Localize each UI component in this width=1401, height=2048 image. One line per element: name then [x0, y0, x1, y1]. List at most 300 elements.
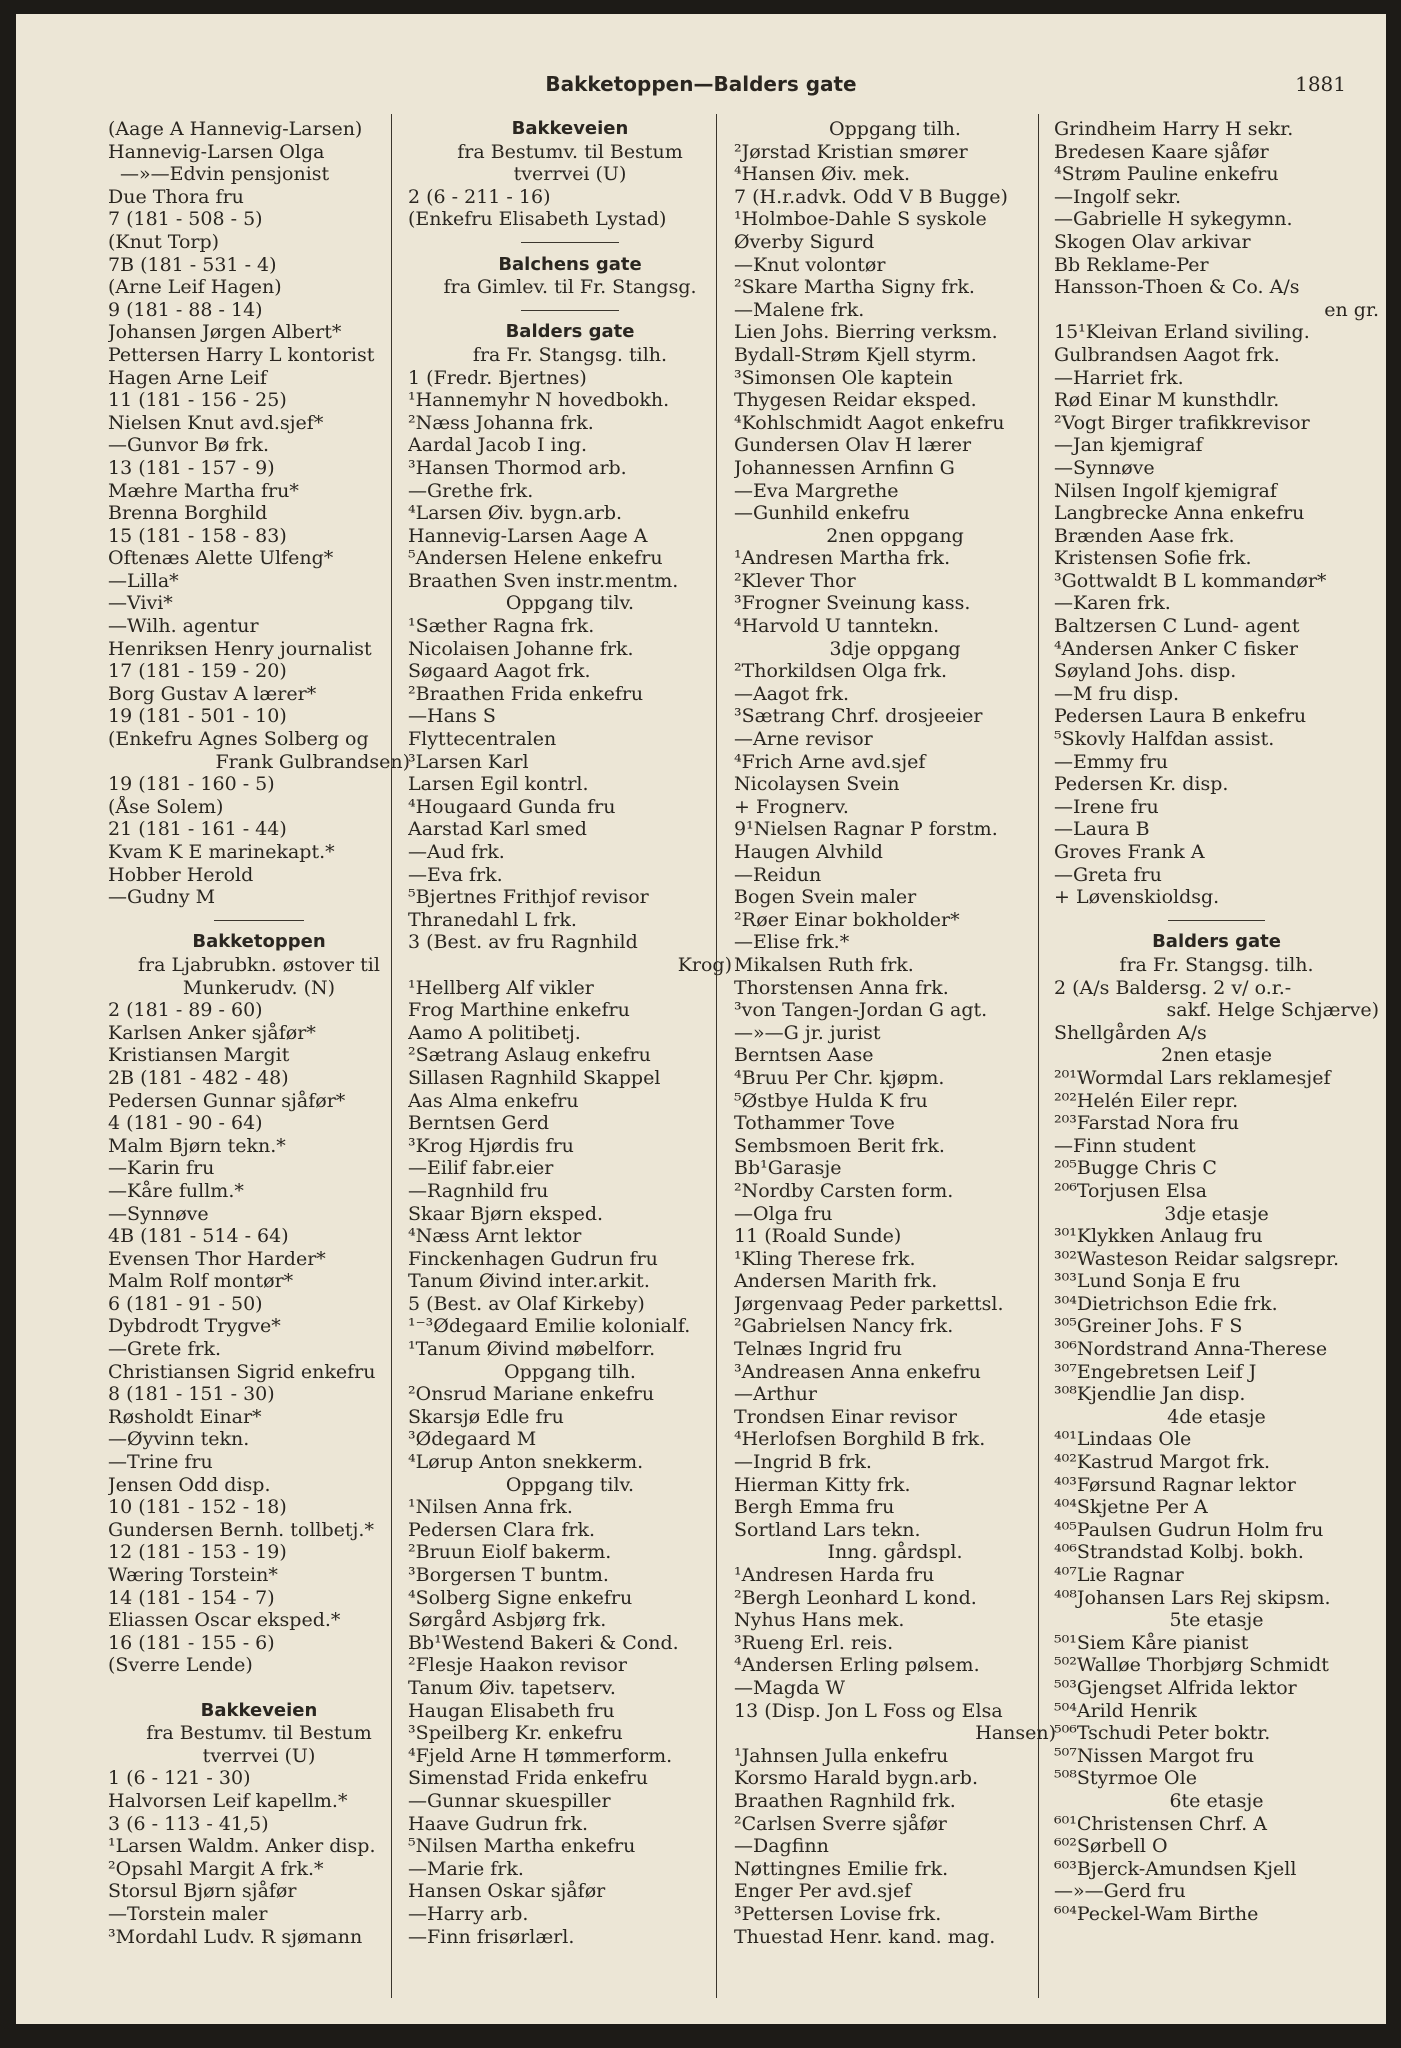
directory-entry: —Eva Margrethe	[734, 479, 899, 502]
directory-entry: (Arne Leif Hagen)	[108, 276, 282, 299]
directory-entry: Oftenæs Alette Ulfeng*	[108, 547, 334, 570]
directory-column-1	[108, 118, 410, 1948]
directory-entry: 5 (Best. av Olaf Kirkeby)	[408, 1292, 645, 1315]
directory-entry: ¹Tanum Øivind møbelforr.	[408, 1338, 656, 1361]
page-number: 1881	[1295, 72, 1346, 96]
section-note: fra Bestumv. til Bestum	[146, 1722, 372, 1745]
directory-entry: Grindheim Harry H sekr.	[1054, 118, 1294, 140]
directory-entry: —Arthur	[734, 1383, 817, 1406]
directory-entry: ²Bruun Eiolf bakerm.	[408, 1541, 612, 1564]
directory-entry: 7 (H.r.advk. Odd V B Bugge)	[734, 185, 1008, 208]
directory-column-3	[734, 118, 1056, 1948]
directory-entry: Sembsmoen Berit frk.	[734, 1134, 945, 1157]
directory-entry: Hannevig-Larsen Olga	[108, 140, 325, 163]
directory-entry: Gulbrandsen Aagot frk.	[1054, 343, 1280, 366]
directory-entry: Christiansen Sigrid enkefru	[108, 1360, 376, 1383]
section-separator	[1054, 909, 1379, 932]
section-note: Oppgang tilh.	[504, 1360, 636, 1383]
section-note: Inng. gårdspl.	[827, 1541, 963, 1564]
directory-entry: ³Ødegaard M	[408, 1428, 537, 1451]
directory-entry: Groves Frank A	[1054, 841, 1205, 863]
directory-entry: 1 (Fredr. Bjertnes)	[408, 366, 587, 389]
directory-entry: Borg Gustav A lærer*	[108, 682, 317, 705]
directory-entry: —Hans S	[408, 705, 496, 728]
directory-entry: ³von Tangen-Jordan G agt.	[734, 999, 988, 1022]
directory-entry: —M fru disp.	[1054, 682, 1180, 705]
section-note: 6te etasje	[1169, 1789, 1264, 1812]
directory-entry: Bb Reklame-Per	[1054, 253, 1209, 276]
directory-entry: Aamo A politibetj.	[408, 1021, 581, 1044]
directory-entry: Thygesen Reidar eksped.	[734, 389, 977, 412]
directory-entry: Haugen Alvhild	[734, 841, 883, 863]
directory-entry: Nyhus Hans mek.	[734, 1609, 905, 1632]
directory-column-4	[1054, 118, 1379, 1926]
directory-entry: —Jan kjemigraf	[1054, 434, 1203, 457]
directory-entry: Thuestad Henr. kand. mag.	[734, 1925, 996, 1948]
directory-entry: Tothammer Tove	[734, 1112, 895, 1135]
directory-entry: ²Thorkildsen Olga frk.	[734, 660, 947, 683]
directory-entry: 4 (181 - 90 - 64)	[108, 1112, 263, 1135]
directory-entry: —Dagfinn	[734, 1835, 829, 1858]
directory-entry: —Greta fru	[1054, 863, 1162, 886]
street-heading: Balchens gate	[498, 253, 642, 275]
directory-entry: —Kåre fullm.*	[108, 1179, 244, 1202]
directory-entry: Flyttecentralen	[408, 728, 557, 751]
directory-entry: —Eva frk.	[408, 863, 503, 886]
section-note: tverrvei (U)	[202, 1744, 316, 1767]
directory-entry: ³⁰⁵Greiner Johs. F S	[1054, 1315, 1243, 1338]
directory-entry: Telnæs Ingrid fru	[734, 1338, 903, 1361]
directory-entry: Pedersen Clara frk.	[408, 1518, 595, 1541]
directory-entry: ²⁰²Helén Eiler repr.	[1054, 1089, 1239, 1112]
directory-entry: 2 (6 - 211 - 16)	[408, 185, 551, 208]
street-heading: Bakkeveien	[200, 1699, 318, 1721]
directory-entry: ³Larsen Karl	[408, 750, 529, 773]
directory-entry: ³Mordahl Ludv. R sjømann	[108, 1925, 363, 1948]
directory-entry: ²⁰³Farstad Nora fru	[1054, 1112, 1239, 1135]
directory-entry: —»—Gerd fru	[1054, 1880, 1186, 1903]
directory-entry: Røsholdt Einar*	[108, 1405, 262, 1428]
directory-entry: Pedersen Laura B enkefru	[1054, 705, 1307, 728]
directory-entry: —Reidun	[734, 863, 822, 886]
directory-entry: Baltzersen C Lund- agent	[1054, 615, 1300, 638]
directory-entry: ²Vogt Birger trafikkrevisor	[1054, 411, 1310, 434]
directory-entry: Tanum Øivind inter.arkit.	[408, 1270, 650, 1293]
directory-entry: ⁴⁰²Kastrud Margot frk.	[1054, 1451, 1271, 1474]
directory-entry: Due Thora fru	[108, 185, 244, 208]
directory-entry: Krog)	[677, 953, 732, 976]
directory-entry: ²Onsrud Mariane enkefru	[408, 1383, 655, 1406]
directory-entry: —Torstein maler	[108, 1902, 268, 1925]
directory-entry: ³Rueng Erl. reis.	[734, 1631, 894, 1654]
directory-entry: ⁵⁰⁴Arild Henrik	[1054, 1699, 1197, 1722]
directory-entry: ⁴Andersen Erling pølsem.	[734, 1654, 980, 1677]
directory-entry: ³Pettersen Lovise frk.	[734, 1902, 942, 1925]
directory-entry: ⁴Strøm Pauline enkefru	[1054, 163, 1279, 186]
directory-entry: 15 (181 - 158 - 83)	[108, 524, 287, 547]
directory-entry: 21 (181 - 161 - 44)	[108, 818, 287, 841]
directory-entry: Halvorsen Leif kapellm.*	[108, 1789, 348, 1812]
directory-entry: ³⁰⁶Nordstrand Anna-Therese	[1054, 1338, 1328, 1361]
section-note: 2nen oppgang	[826, 524, 964, 547]
directory-entry: en gr.	[1324, 298, 1379, 321]
directory-entry: ¹⁻³Ødegaard Emilie kolonialf.	[408, 1315, 691, 1338]
directory-entry: —Lilla*	[108, 569, 179, 592]
section-note: fra Bestumv. til Bestum	[457, 140, 683, 163]
directory-entry: Frank Gulbrandsen)	[215, 750, 410, 773]
directory-entry: ³Andreasen Anna enkefru	[734, 1360, 981, 1383]
directory-entry: Hagen Arne Leif	[108, 366, 267, 389]
directory-entry: 9 (181 - 88 - 14)	[108, 298, 263, 321]
directory-entry: 13 (181 - 157 - 9)	[108, 456, 275, 479]
directory-entry: Simenstad Frida enkefru	[408, 1767, 648, 1790]
directory-entry: ²Røer Einar bokholder*	[734, 908, 960, 931]
directory-entry: ⁴⁰⁷Lie Ragnar	[1054, 1564, 1184, 1586]
directory-entry: ⁴Hougaard Gunda fru	[408, 795, 616, 818]
directory-column-2	[408, 118, 732, 1948]
directory-entry: ¹Hannemyhr N hovedbokh.	[408, 389, 670, 412]
directory-entry: Jørgenvaag Peder parkettsl.	[734, 1292, 1004, 1315]
directory-entry: ⁶⁰¹Christensen Chrf. A	[1054, 1812, 1267, 1835]
section-note: fra Fr. Stangsg. tilh.	[472, 343, 668, 366]
directory-entry: 6 (181 - 91 - 50)	[108, 1292, 263, 1315]
directory-entry: ¹Sæther Ragna frk.	[408, 615, 595, 638]
directory-entry: ¹Kling Therese frk.	[734, 1247, 916, 1270]
directory-entry: ³⁰⁴Dietrichson Edie frk.	[1054, 1292, 1278, 1315]
section-note: 2nen etasje	[1161, 1044, 1272, 1067]
directory-entry: 19 (181 - 160 - 5)	[108, 773, 275, 796]
directory-entry: Haugan Elisabeth fru	[408, 1699, 615, 1722]
directory-entry: ⁵⁰²Walløe Thorbjørg Schmidt	[1054, 1654, 1329, 1677]
directory-entry: —Elise frk.*	[734, 931, 850, 954]
directory-entry: —Ingrid B frk.	[734, 1451, 872, 1474]
directory-entry: —Karen frk.	[1054, 592, 1171, 615]
directory-entry: Malm Bjørn tekn.*	[108, 1134, 286, 1157]
directory-entry: ¹Larsen Waldm. Anker disp.	[108, 1835, 376, 1858]
directory-entry: 2B (181 - 482 - 48)	[108, 1066, 289, 1089]
directory-entry: Aas Alma enkefru	[408, 1089, 579, 1112]
directory-entry: ²Skare Martha Signy frk.	[734, 276, 975, 299]
street-heading: Bakketoppen	[192, 931, 326, 953]
section-note: fra Gimlev. til Fr. Stangsg.	[443, 276, 697, 299]
directory-entry: ¹Holmboe-Dahle S syskole	[734, 208, 987, 231]
section-note: 3dje etasje	[1164, 1202, 1269, 1225]
directory-entry: Jensen Odd disp.	[108, 1473, 271, 1496]
directory-entry: —Gunhild enkefru	[734, 502, 910, 525]
directory-entry: Bydall-Strøm Kjell styrm.	[734, 343, 977, 366]
section-separator	[108, 909, 410, 932]
section-note: fra Fr. Stangsg. tilh.	[1119, 953, 1314, 976]
directory-entry: —Knut volontør	[734, 253, 886, 276]
directory-entry: ³Frogner Sveinung kass.	[734, 592, 971, 615]
directory-entry: Kristiansen Margit	[108, 1044, 290, 1067]
directory-entry: 2 (A/s Baldersg. 2 v/ o.r.-	[1054, 976, 1292, 999]
directory-entry: Lien Johs. Bierring verksm.	[734, 321, 998, 344]
directory-entry: ⁵Skovly Halfdan assist.	[1054, 728, 1275, 751]
section-note: 4de etasje	[1167, 1405, 1266, 1428]
directory-entry: Gundersen Bernh. tollbetj.*	[108, 1518, 374, 1541]
directory-entry: Braathen Ragnhild frk.	[734, 1789, 956, 1812]
directory-entry: —Wilh. agentur	[108, 615, 259, 638]
directory-entry: ²Opsahl Margit A frk.*	[108, 1857, 324, 1880]
directory-entry: Mæhre Martha fru*	[108, 479, 299, 502]
directory-entry: Hannevig-Larsen Aage A	[408, 524, 648, 547]
directory-entry: ⁴⁰⁶Strandstad Kolbj. bokh.	[1054, 1541, 1304, 1564]
directory-entry: —»—Edvin pensjonist	[120, 163, 330, 186]
directory-entry: ²⁰⁶Torjusen Elsa	[1054, 1179, 1207, 1202]
directory-entry: Langbrecke Anna enkefru	[1054, 502, 1305, 525]
directory-entry: Hansen)	[975, 1722, 1056, 1745]
directory-entry: Storsul Bjørn sjåfør	[108, 1880, 297, 1903]
directory-entry: ⁴⁰¹Lindaas Ole	[1054, 1428, 1192, 1451]
directory-entry: Rød Einar M kunsthdlr.	[1054, 389, 1280, 412]
directory-entry: Nicolaysen Svein	[734, 773, 900, 796]
directory-entry: Johannessen Arnfinn G	[734, 456, 955, 479]
directory-entry: ⁴Solberg Signe enkefru	[408, 1586, 633, 1609]
directory-entry: ³⁰⁸Kjendlie Jan disp.	[1054, 1383, 1246, 1406]
directory-entry: ⁴Harvold U tanntekn.	[734, 615, 940, 638]
directory-entry: ²Gabrielsen Nancy frk.	[734, 1315, 954, 1338]
directory-entry: 11 (Roald Sunde)	[734, 1225, 902, 1248]
directory-entry: ⁶⁰²Sørbell O	[1054, 1835, 1168, 1858]
directory-entry: ³Simonsen Ole kaptein	[734, 366, 953, 389]
directory-entry: ⁶⁰⁴Peckel-Wam Birthe	[1054, 1902, 1259, 1925]
section-note: 5te etasje	[1169, 1609, 1264, 1632]
directory-entry: —Emmy fru	[1054, 750, 1169, 773]
directory-entry: Sørgård Asbjørg frk.	[408, 1609, 607, 1632]
directory-entry: ⁴Larsen Øiv. bygn.arb.	[408, 502, 623, 525]
directory-entry: Bogen Svein maler	[734, 886, 917, 909]
directory-entry: 12 (181 - 153 - 19)	[108, 1541, 287, 1564]
directory-entry: Hobber Herold	[108, 863, 254, 886]
section-separator	[408, 231, 732, 254]
directory-entry: Malm Rolf montør*	[108, 1270, 294, 1293]
directory-entry: Skaar Bjørn eksped.	[408, 1202, 604, 1225]
directory-entry: ⁶⁰³Bjerck-Amundsen Kjell	[1054, 1857, 1297, 1880]
directory-entry: ²Braathen Frida enkefru	[408, 682, 644, 705]
directory-entry: ⁵Andersen Helene enkefru	[408, 547, 663, 570]
directory-entry: Hierman Kitty frk.	[734, 1473, 911, 1496]
section-separator	[408, 299, 732, 322]
directory-entry: ⁴Bruu Per Chr. kjøpm.	[734, 1066, 945, 1089]
directory-entry: —Grete frk.	[108, 1338, 222, 1361]
directory-entry: Bergh Emma fru	[734, 1496, 895, 1519]
directory-entry: Trondsen Einar revisor	[734, 1405, 957, 1428]
directory-entry: ⁴Kohlschmidt Aagot enkefru	[734, 411, 1005, 434]
directory-entry: + Løvenskioldsg.	[1054, 886, 1220, 909]
directory-entry: ³⁰³Lund Sonja E fru	[1054, 1270, 1241, 1293]
directory-entry: ⁵⁰⁷Nissen Margot fru	[1054, 1744, 1255, 1767]
directory-entry: —Gudny M	[108, 886, 216, 909]
directory-entry: ³Gottwaldt B L kommandør*	[1054, 569, 1327, 592]
directory-entry: 10 (181 - 152 - 18)	[108, 1496, 287, 1519]
directory-entry: 17 (181 - 159 - 20)	[108, 660, 287, 683]
directory-entry: —Ragnhild fru	[408, 1179, 549, 1202]
directory-entry: Eliassen Oscar eksped.*	[108, 1609, 341, 1632]
directory-entry: Frog Marthine enkefru	[408, 999, 630, 1022]
directory-entry: —Øyvinn tekn.	[108, 1428, 250, 1451]
directory-entry: ¹Nilsen Anna frk.	[408, 1496, 573, 1519]
directory-entry: Dybdrodt Trygve*	[108, 1315, 281, 1338]
directory-entry: ²Klever Thor	[734, 569, 856, 592]
directory-entry: ⁴Fjeld Arne H tømmerform.	[408, 1744, 673, 1767]
directory-entry: Nilsen Ingolf kjemigraf	[1054, 479, 1277, 502]
directory-entry: 14 (181 - 154 - 7)	[108, 1586, 275, 1609]
directory-entry: ²Jørstad Kristian smører	[734, 140, 968, 163]
street-heading: Balders gate	[505, 321, 635, 343]
directory-entry: 2 (181 - 89 - 60)	[108, 999, 263, 1022]
directory-entry: Gundersen Olav H lærer	[734, 434, 972, 457]
directory-entry: ⁴⁰⁵Paulsen Gudrun Holm fru	[1054, 1518, 1324, 1541]
directory-entry: ³Sætrang Chrf. drosjeeier	[734, 705, 983, 728]
directory-entry: ⁵⁰⁶Tschudi Peter boktr.	[1054, 1722, 1271, 1745]
street-heading: Balders gate	[1152, 931, 1281, 953]
directory-entry: Nicolaisen Johanne frk.	[408, 637, 634, 660]
directory-entry: ⁵⁰³Gjengset Alfrida lektor	[1054, 1676, 1297, 1699]
directory-entry: —Arne revisor	[734, 728, 873, 751]
section-note: 3dje oppgang	[829, 637, 961, 660]
directory-entry: 7 (181 - 508 - 5)	[108, 208, 263, 231]
directory-entry: Shellgården A/s	[1054, 1021, 1207, 1044]
directory-entry: 16 (181 - 155 - 6)	[108, 1631, 275, 1654]
directory-entry: Mikalsen Ruth frk.	[734, 953, 914, 976]
directory-entry: ³Borgersen T buntm.	[408, 1564, 609, 1586]
directory-entry: —Karin fru	[108, 1157, 215, 1180]
directory-entry: —Harry arb.	[408, 1902, 529, 1925]
directory-entry: Larsen Egil kontrl.	[408, 773, 589, 796]
directory-entry: ⁴Hansen Øiv. mek.	[734, 163, 911, 186]
directory-entry: ⁴Næss Arnt lektor	[408, 1225, 582, 1248]
directory-entry: ³Speilberg Kr. enkefru	[408, 1722, 623, 1745]
directory-entry: Henriksen Henry journalist	[108, 637, 372, 660]
directory-entry: 1 (6 - 121 - 30)	[108, 1767, 251, 1790]
directory-entry: 3 (Best. av fru Ragnhild	[408, 931, 638, 954]
directory-entry: ⁵Østbye Hulda K fru	[734, 1089, 928, 1112]
directory-entry: ⁴Andersen Anker C fisker	[1054, 637, 1299, 660]
directory-entry: —Magda W	[734, 1676, 846, 1699]
directory-entry: Søyland Johs. disp.	[1054, 660, 1237, 683]
directory-entry: ¹Andresen Harda fru	[734, 1564, 935, 1586]
directory-entry: Evensen Thor Harder*	[108, 1247, 326, 1270]
directory-entry: —Malene frk.	[734, 298, 865, 321]
directory-entry: Haave Gudrun frk.	[408, 1812, 589, 1835]
directory-entry: Pedersen Gunnar sjåfør*	[108, 1089, 346, 1112]
directory-entry: ³⁰¹Klykken Anlaug fru	[1054, 1225, 1263, 1248]
directory-entry: ²Bergh Leonhard L kond.	[734, 1586, 977, 1609]
directory-entry: Wæring Torstein*	[108, 1564, 278, 1586]
directory-entry: Sortland Lars tekn.	[734, 1518, 921, 1541]
directory-entry: ⁴Lørup Anton snekkerm.	[408, 1451, 644, 1474]
directory-entry: —Aagot frk.	[734, 682, 849, 705]
directory-entry: —Vivi*	[108, 592, 173, 615]
directory-page	[16, 14, 1386, 2024]
directory-entry: —Laura B	[1054, 818, 1150, 841]
directory-entry: ⁴Herlofsen Borghild B frk.	[734, 1428, 986, 1451]
directory-entry: 8 (181 - 151 - 30)	[108, 1383, 275, 1406]
directory-entry: 19 (181 - 501 - 10)	[108, 705, 287, 728]
directory-entry: ²⁰¹Wormdal Lars reklamesjef	[1054, 1066, 1331, 1089]
directory-entry: Brenna Borghild	[108, 502, 268, 525]
directory-entry: ⁴⁰⁴Skjetne Per A	[1054, 1496, 1208, 1519]
directory-entry: Tanum Øiv. tapetserv.	[408, 1676, 616, 1699]
directory-entry: —Finn student	[1054, 1134, 1196, 1157]
directory-entry: —Gunvor Bø frk.	[108, 434, 270, 457]
directory-entry: 9¹Nielsen Ragnar P forstm.	[734, 818, 998, 841]
directory-entry: (Aage A Hannevig-Larsen)	[108, 118, 363, 140]
section-note: Oppgang tilh.	[829, 118, 961, 140]
directory-entry: (Åse Solem)	[108, 795, 224, 818]
directory-entry: ²Sætrang Aslaug enkefru	[408, 1044, 651, 1067]
directory-entry: —Synnøve	[108, 1202, 209, 1225]
directory-entry: —Synnøve	[1054, 456, 1155, 479]
directory-entry: Korsmo Harald bygn.arb.	[734, 1767, 978, 1790]
directory-entry: ³Hansen Thormod arb.	[408, 456, 627, 479]
directory-entry: 7B (181 - 531 - 4)	[108, 253, 277, 276]
directory-entry: —Harriet frk.	[1054, 366, 1184, 389]
directory-entry: Berntsen Gerd	[408, 1112, 550, 1135]
directory-entry: ²Næss Johanna frk.	[408, 411, 594, 434]
directory-entry: —Finn frisørlærl.	[408, 1925, 575, 1948]
directory-entry: sakf. Helge Schjærve)	[1166, 999, 1379, 1022]
directory-entry: ¹Andresen Martha frk.	[734, 547, 951, 570]
directory-entry: Aarstad Karl smed	[408, 818, 587, 841]
directory-entry: Bb¹Westend Bakeri & Cond.	[408, 1631, 679, 1654]
directory-entry: —Grethe frk.	[408, 479, 534, 502]
directory-entry: Kristensen Sofie frk.	[1054, 547, 1252, 570]
section-note: tverrvei (U)	[513, 163, 627, 186]
directory-entry: + Frognerv.	[734, 795, 849, 818]
directory-entry: Thranedahl L frk.	[408, 908, 577, 931]
directory-entry: Aardal Jacob I ing.	[408, 434, 588, 457]
directory-entry: ⁴⁰³Førsund Ragnar lektor	[1054, 1473, 1296, 1496]
directory-entry: ⁵Nilsen Martha enkefru	[408, 1835, 636, 1858]
directory-entry: Skarsjø Edle fru	[408, 1405, 564, 1428]
directory-entry: ¹Hellberg Alf vikler	[408, 976, 594, 999]
directory-entry: ²Flesje Haakon revisor	[408, 1654, 627, 1677]
directory-entry: Bb¹Garasje	[734, 1157, 842, 1180]
directory-entry: Andersen Marith frk.	[734, 1270, 938, 1293]
directory-entry: Søgaard Aagot frk.	[408, 660, 591, 683]
directory-entry: Enger Per avd.sjef	[734, 1880, 912, 1903]
directory-entry	[108, 1677, 410, 1700]
directory-entry: Thorstensen Anna frk.	[734, 976, 949, 999]
directory-entry: (Enkefru Elisabeth Lystad)	[408, 208, 667, 231]
directory-entry: 11 (181 - 156 - 25)	[108, 389, 287, 412]
directory-entry: 3 (6 - 113 - 41,5)	[108, 1812, 269, 1835]
directory-entry: ⁵⁰¹Siem Kåre pianist	[1054, 1631, 1249, 1654]
directory-entry: Berntsen Aase	[734, 1044, 874, 1067]
directory-entry: Pettersen Harry L kontorist	[108, 343, 375, 366]
directory-entry: Skogen Olav arkivar	[1054, 230, 1251, 253]
directory-entry: Braathen Sven instr.mentm.	[408, 569, 679, 592]
directory-entry: —»—G jr. jurist	[734, 1021, 881, 1044]
directory-entry: —Trine fru	[108, 1451, 213, 1474]
directory-entry: Pedersen Kr. disp.	[1054, 773, 1229, 796]
directory-entry: Sillasen Ragnhild Skappel	[408, 1066, 661, 1089]
directory-entry: Karlsen Anker sjåfør*	[108, 1021, 316, 1044]
directory-entry: ³⁰⁷Engebretsen Leif J	[1054, 1360, 1257, 1383]
directory-entry: Kvam K E marinekapt.*	[108, 841, 335, 863]
directory-entry: —Marie frk.	[408, 1857, 524, 1880]
directory-entry: Nielsen Knut avd.sjef*	[108, 411, 324, 434]
directory-entry: —Irene fru	[1054, 795, 1159, 818]
directory-entry: ⁵⁰⁸Styrmoe Ole	[1054, 1767, 1197, 1790]
directory-entry: Hansen Oskar sjåfør	[408, 1880, 606, 1903]
directory-entry: (Enkefru Agnes Solberg og	[108, 728, 369, 751]
directory-entry: 13 (Disp. Jon L Foss og Elsa	[734, 1699, 1003, 1722]
directory-entry: ⁴⁰⁸Johansen Lars Rej skipsm.	[1054, 1586, 1331, 1609]
directory-entry: —Eilif fabr.eier	[408, 1157, 554, 1180]
